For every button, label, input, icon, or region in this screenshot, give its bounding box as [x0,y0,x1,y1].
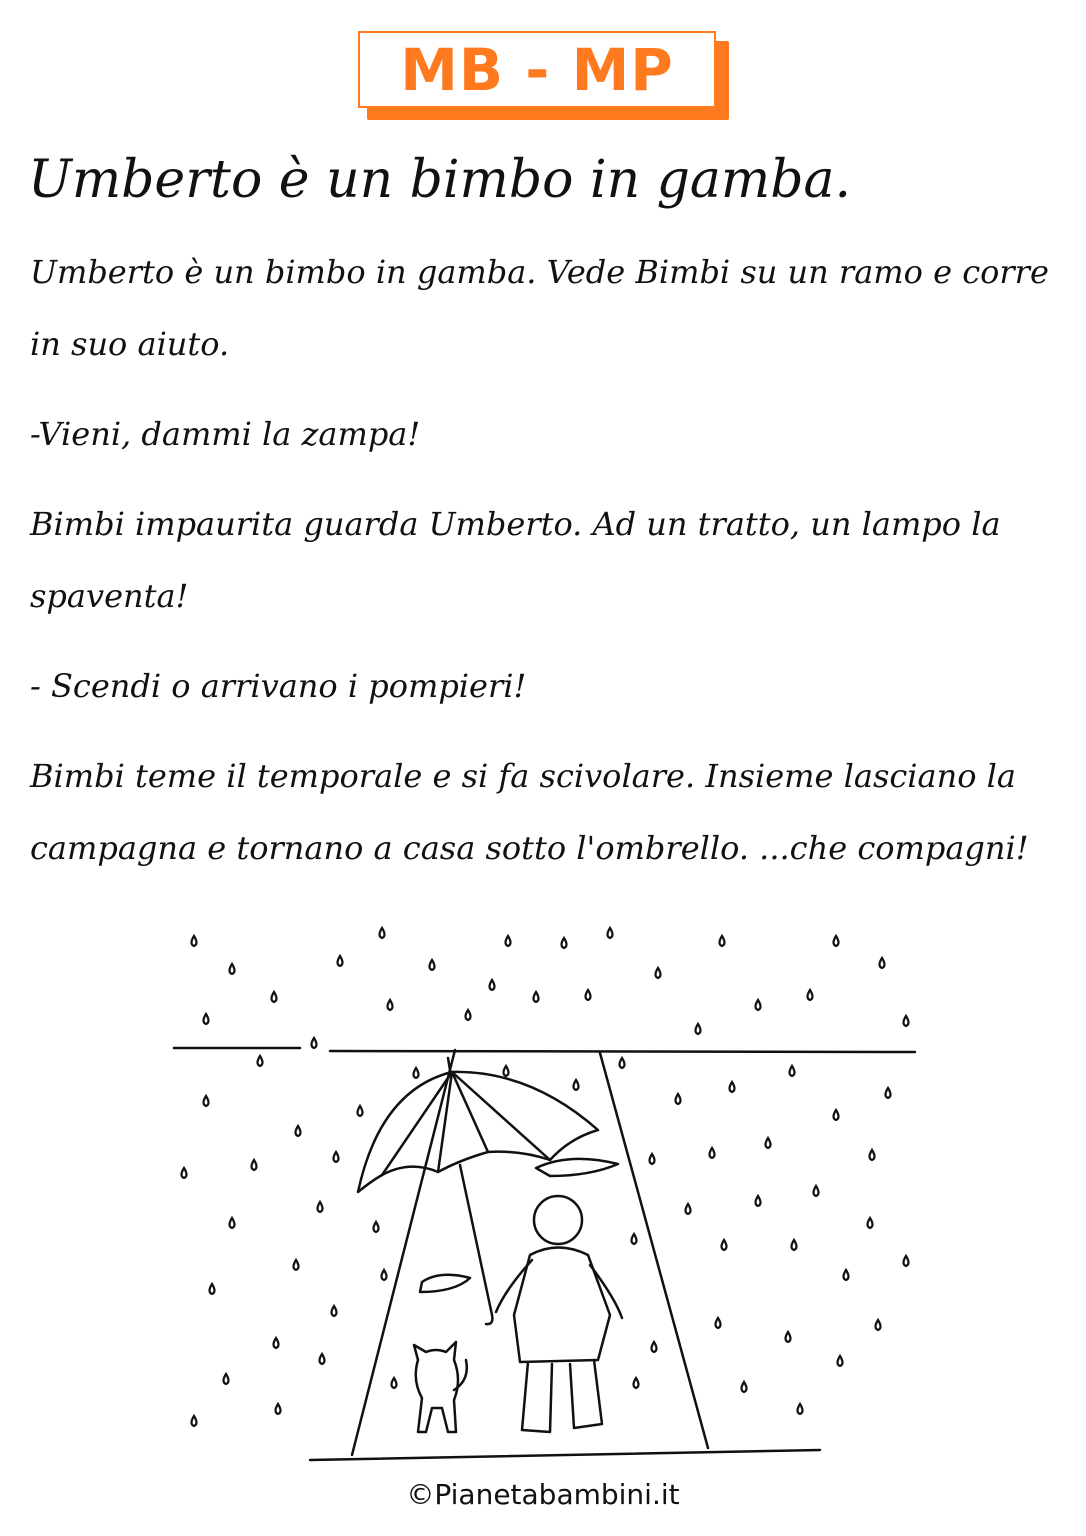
paragraph-4: - Scendi o arrivano i pompieri! [30,667,527,705]
copyright-icon: © [406,1478,435,1511]
ground-line [310,1450,820,1460]
paragraph-3: Bimbi impaurita guarda Umberto. Ad un tratto, un lampo la spaventa! [30,505,1001,615]
light-cone-right [600,1053,708,1448]
leaf [420,1275,470,1292]
child-head [534,1196,582,1244]
umbrella-shaft [460,1165,492,1324]
light-cone-left [352,1050,455,1455]
paragraph-1: Umberto è un bimbo in gamba. Vede Bimbi su un ramo e corre in suo aiuto. [30,253,1049,363]
rain-umbrella-child-cat-drawing [170,920,920,1470]
child-legs [522,1360,602,1432]
footer [0,1478,1086,1511]
horizon-right [330,1051,915,1052]
cloud-wisp [536,1159,618,1176]
footer-site-link[interactable]: Pianetabambini.it [434,1478,680,1511]
paragraph-2: -Vieni, dammi la zampa! [30,415,421,453]
story-text [30,236,1066,902]
rain-drops [182,928,909,1426]
child-arm-right [590,1265,622,1318]
title-badge: MB - MP [358,31,716,108]
paragraph-5: Bimbi teme il temporale e si fa scivolare. Insieme lasciano la campagna e tornano a casa sotto l'ombrello. ...che compagni! [30,757,1029,867]
page-title: Umberto è un bimbo in gamba. [28,150,852,210]
child-arm-left [496,1260,532,1312]
cat [414,1342,458,1432]
